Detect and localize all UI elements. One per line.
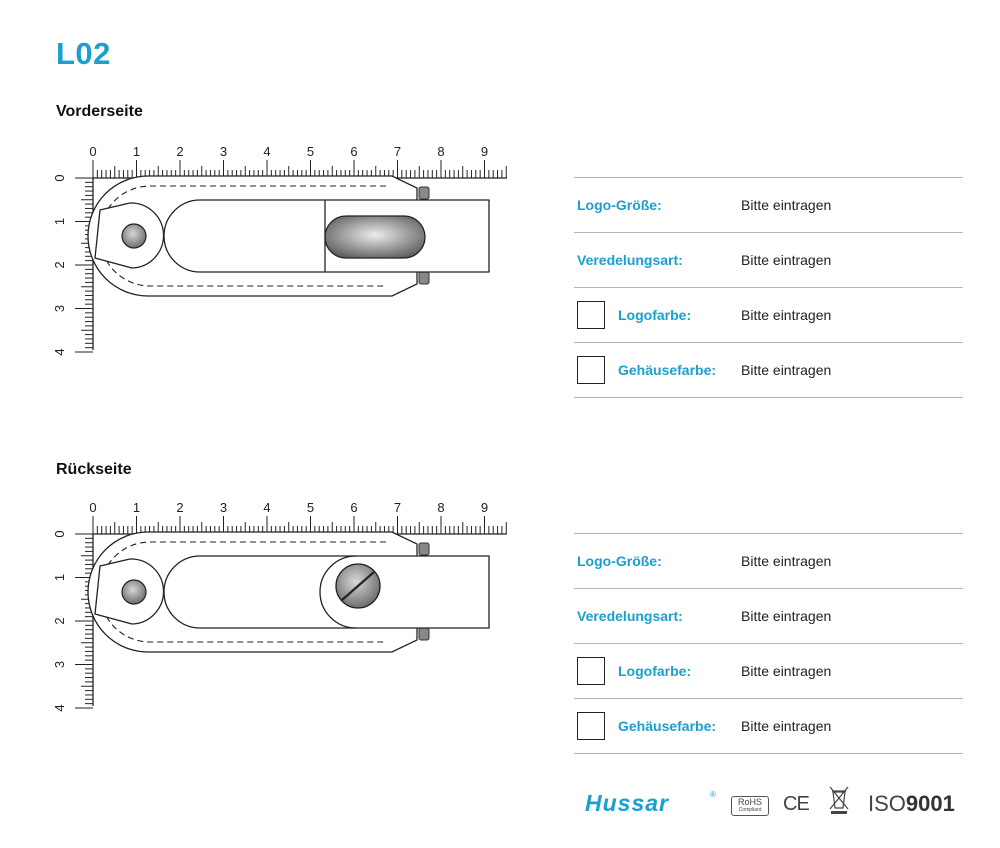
field-label: Logo-Größe: [577,197,662,213]
ruler-h-label: 8 [437,500,445,515]
ruler-h-label: 4 [263,500,271,515]
field-value[interactable]: Bitte eintragen [741,197,832,213]
field-label: Logofarbe: [618,663,692,679]
iso-number: 9001 [905,791,955,816]
front-row-housing-color [574,342,963,398]
field-value[interactable]: Bitte eintragen [741,252,832,268]
ce-mark: CE [783,793,809,815]
ruler-v-label: 3 [52,660,67,669]
ruler-h-label: 8 [437,144,445,159]
back-form [574,533,963,754]
ruler-v-label: 2 [52,261,67,269]
ruler-h-label: 3 [219,500,228,515]
ruler-h-label: 2 [176,500,184,515]
field-value[interactable]: Bitte eintragen [741,307,832,323]
ruler-h-label: 0 [89,144,97,159]
field-label: Gehäusefarbe: [618,718,717,734]
ruler-v-label: 2 [52,617,67,625]
field-value[interactable]: Bitte eintragen [741,608,832,624]
ruler-h-label: 3 [219,144,228,159]
ruler-h-label: 1 [132,144,141,159]
logo-color-checkbox[interactable] [577,657,605,685]
iso-9001-mark [868,791,955,817]
ruler-h-label: 1 [132,500,141,515]
ruler-h-label: 5 [306,500,315,515]
ruler-v-label: 3 [52,304,67,313]
rohs-compliant-label: Compliant [738,807,762,813]
field-value[interactable]: Bitte eintragen [741,663,832,679]
usb-stick-front [88,176,489,296]
back-row-finish-type [574,588,963,643]
ruler-v-label: 0 [52,530,67,538]
front-form [574,177,963,398]
ruler-h-label: 9 [480,500,489,515]
ruler-v-label: 1 [52,573,67,582]
back-row-housing-color [574,698,963,754]
rohs-label: RoHS [737,797,762,807]
ruler-v-label: 1 [52,217,67,226]
ruler-h-label: 2 [176,144,184,159]
usb-stick-back [88,532,489,652]
front-usb-drawing [40,130,520,360]
ruler-h-label: 6 [350,144,358,159]
field-label: Logofarbe: [618,307,692,323]
front-row-logo-color [574,287,963,342]
logo-color-checkbox[interactable] [577,301,605,329]
iso-label: ISO [868,791,906,816]
ruler-h-label: 7 [393,500,402,515]
housing-color-checkbox[interactable] [577,712,605,740]
ruler-v-label: 0 [52,174,67,182]
front-row-finish-type [574,232,963,287]
back-usb-drawing [40,486,520,716]
hussar-logo: Hussar [585,790,669,816]
ruler-h-label: 9 [480,144,489,159]
back-heading: Rückseite [56,461,132,478]
back-row-logo-color [574,643,963,698]
field-label: Veredelungsart: [577,252,683,268]
field-value[interactable]: Bitte eintragen [741,718,832,734]
ruler-h-label: 5 [306,144,315,159]
ruler-v-label: 4 [52,704,67,712]
ruler-h-label: 7 [393,144,402,159]
field-value[interactable]: Bitte eintragen [741,362,832,378]
housing-color-checkbox[interactable] [577,356,605,384]
field-value[interactable]: Bitte eintragen [741,553,832,569]
field-label: Veredelungsart: [577,608,683,624]
ruler-h-label: 4 [263,144,271,159]
field-label: Gehäusefarbe: [618,362,717,378]
field-label: Logo-Größe: [577,553,662,569]
weee-bin-icon [828,784,850,814]
front-heading: Vorderseite [56,103,143,120]
ruler-v-label: 4 [52,348,67,356]
registered-mark: ® [710,790,716,799]
page-title: L02 [56,36,111,71]
rohs-badge [731,796,769,816]
ruler-h-label: 0 [89,500,97,515]
ruler-h-label: 6 [350,500,358,515]
back-row-logo-size [574,533,963,588]
certification-footer [585,784,955,824]
front-row-logo-size [574,177,963,232]
